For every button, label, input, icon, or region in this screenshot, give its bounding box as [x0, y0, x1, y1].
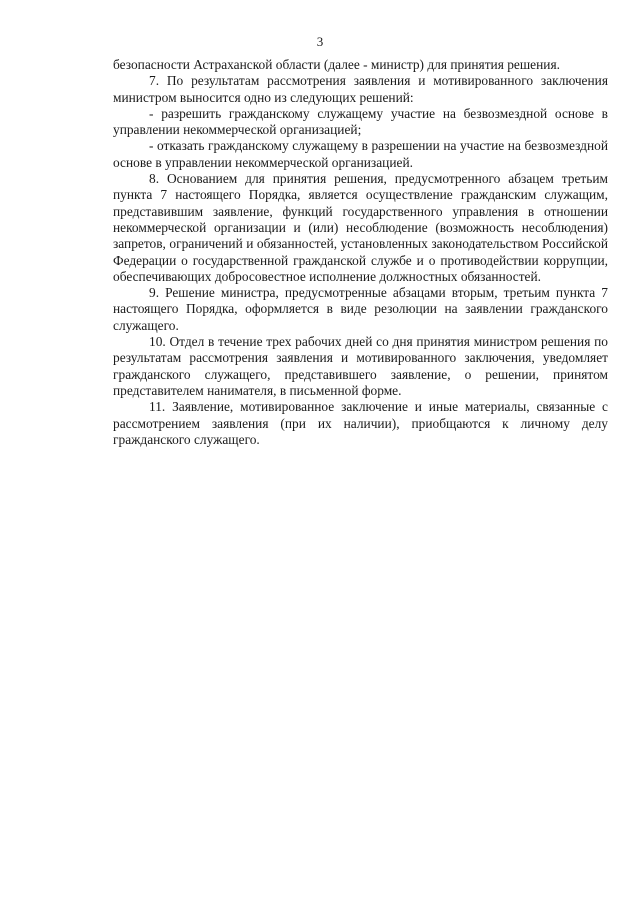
paragraph-item-7: 7. По результатам рассмотрения заявления и мотивированного заключения министром выносится одно из следующих решений:	[113, 73, 608, 105]
paragraph-item-11: 11. Заявление, мотивированное заключение и иные материалы, связанные с рассмотрением заявления (при их наличии), приобщаются к личному делу гражданского служащего.	[113, 399, 608, 447]
document-body	[113, 57, 608, 448]
paragraph-item-7-option-1: - разрешить гражданскому служащему участие на безвозмездной основе в управлении некоммерческой организацией;	[113, 105, 608, 138]
paragraph-item-7-option-2: - отказать гражданскому служащему в разрешении на участие на безвозмездной основе в управлении некоммерческой организацией.	[113, 138, 608, 170]
page-number: 3	[316, 34, 324, 49]
paragraph-item-8: 8. Основанием для принятия решения, предусмотренного абзацем третьим пункта 7 настоящего Порядка, является осуществление гражданским служащим, представившим заявление, функций государственного управления в отношении некоммерческой организации и (или) несоблюдение (возможность несоблюдения) запретов, ограничений и обязанностей, установленных законодательством Российской Федерации о государственной гражданской службе и о противодействии коррупции, обеспечивающих добросовестное исполнение должностных обязанностей.	[113, 171, 608, 284]
paragraph-continuation: безопасности Астраханской области (далее - министр) для принятия решения.	[113, 57, 560, 72]
paragraph-item-9: 9. Решение министра, предусмотренные абзацами вторым, третьим пункта 7 настоящего Порядка, оформляется в виде резолюции на заявлении гражданского служащего.	[113, 285, 608, 333]
paragraph-item-10: 10. Отдел в течение трех рабочих дней со дня принятия министром решения по результатам рассмотрения заявления и мотивированного заключения, уведомляет гражданского служащего, представившего заявление, о решении, принятом представителем нанимателя, в письменной форме.	[113, 334, 608, 398]
